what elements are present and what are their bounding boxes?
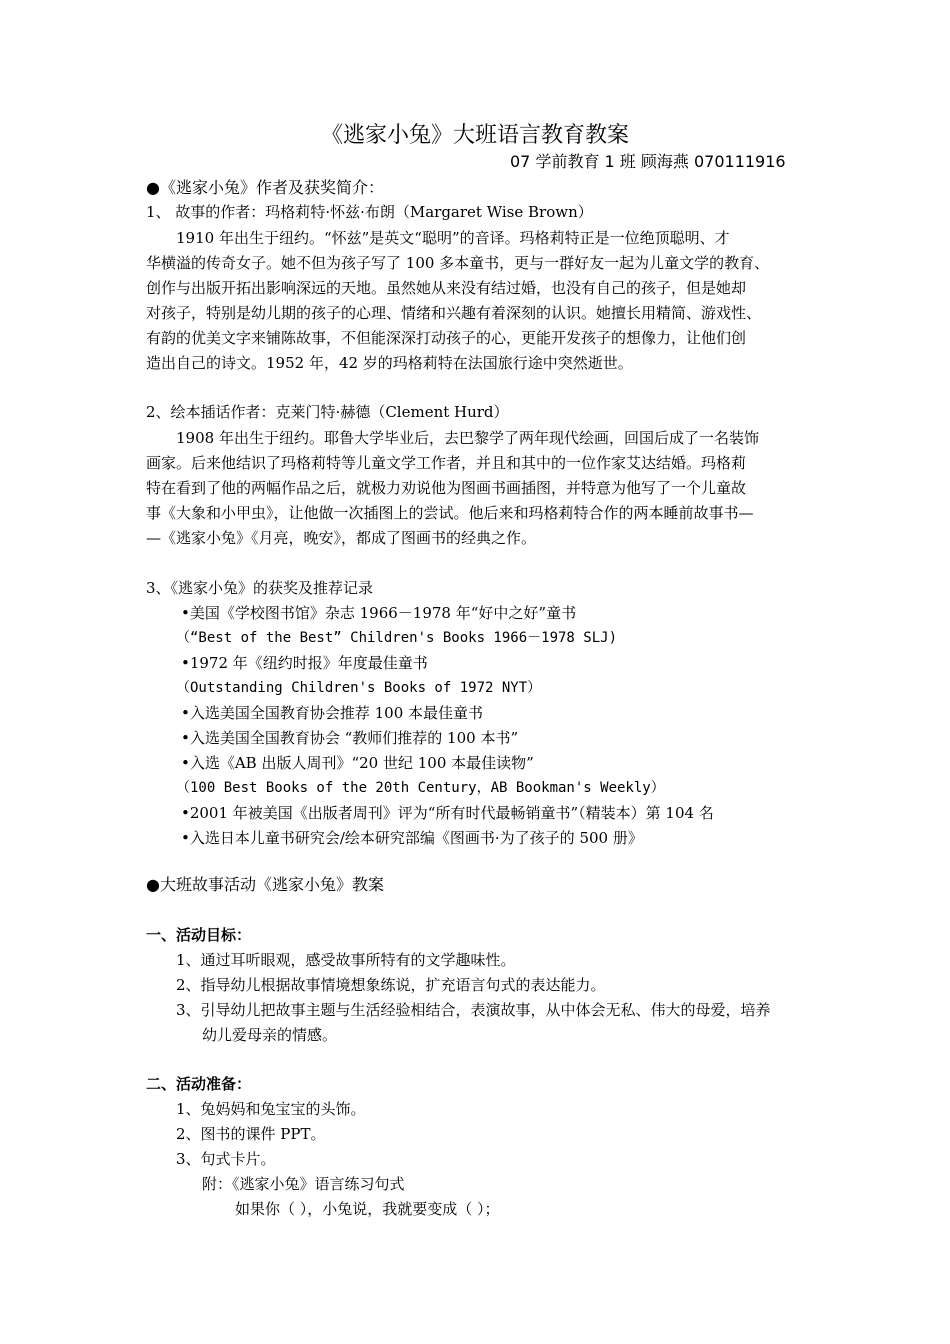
prep-heading: 二、活动准备：: [146, 1075, 252, 1093]
author-byline: 07 学前教育 1 班 顾海燕 070111916: [510, 152, 786, 171]
goal-item: 幼儿爱母亲的情感。: [202, 1026, 338, 1044]
document-title: 《逃家小兔》大班语言教育教案: [320, 123, 629, 148]
award-item: •2001 年被美国《出版者周刊》评为“所有时代最畅销童书”（精装本）第 104 名: [181, 804, 714, 822]
sentence-pattern: 如果你（ ），小兔说，我就要变成（ ）；: [235, 1200, 500, 1218]
award-item: •入选日本儿童书研究会/绘本研究部编《图画书·为了孩子的 500 册》: [181, 829, 643, 847]
author-bio-line: 有韵的优美文字来铺陈故事，不但能深深打动孩子的心，更能开发孩子的想像力，让他们创: [146, 329, 747, 347]
author-bio-line: 创作与出版开拓出影响深远的天地。虽然她从来没有结过婚，也没有自己的孩子，但是她却: [146, 279, 747, 297]
award-item: （Outstanding Children's Books of 1972 NYT）: [176, 680, 542, 696]
author-bio-line: 对孩子，特别是幼儿期的孩子的心理、情绪和兴趣有着深刻的认识。她擅长用精简、游戏性、: [146, 304, 762, 322]
awards-label: 3、《逃家小兔》的获奖及推荐记录: [146, 579, 374, 597]
award-item: •入选美国全国教育协会 “教师们推荐的 100 本书”: [181, 729, 519, 747]
author-bio-line: 1910 年出生于纽约。“怀兹”是英文“聪明”的音译。玛格莉特正是一位绝顶聪明、才: [176, 229, 730, 247]
prep-item: 1、兔妈妈和兔宝宝的头饰。: [176, 1100, 366, 1118]
award-item: •美国《学校图书馆》杂志 1966－1978 年“好中之好”童书: [181, 604, 577, 622]
award-item: （100 Best Books of the 20th Century，AB Bookman's Weekly）: [176, 780, 665, 796]
illustrator-label: 2、绘本插话作者：克莱门特·赫德（Clement Hurd）: [146, 403, 509, 421]
appendix-label: 附：《逃家小兔》语言练习句式: [202, 1175, 405, 1193]
goal-item: 1、通过耳听眼观，感受故事所特有的文学趣味性。: [176, 951, 516, 969]
author-label: 1、 故事的作者：玛格莉特·怀兹·布朗（Margaret Wise Brown）: [146, 203, 593, 221]
prep-item: 2、图书的课件 PPT。: [176, 1125, 326, 1143]
illustrator-bio-line: 画家。后来他结识了玛格莉特等儿童文学工作者，并且和其中的一位作家艾达结婚。玛格莉: [146, 454, 747, 472]
award-item: •1972 年《纽约时报》年度最佳童书: [181, 654, 428, 672]
goal-item: 2、指导幼儿根据故事情境想象练说，扩充语言句式的表达能力。: [176, 976, 606, 994]
award-item: •入选《AB 出版人周刊》“20 世纪 100 本最佳读物”: [181, 754, 534, 772]
prep-item: 3、句式卡片。: [176, 1150, 276, 1168]
goal-item: 3、引导幼儿把故事主题与生活经验相结合，表演故事，从中体会无私、伟大的母爱，培养: [176, 1001, 771, 1019]
illustrator-bio-line: —《逃家小兔》《月亮，晚安》，都成了图画书的经典之作。: [146, 529, 537, 547]
illustrator-bio-line: 特在看到了他的两幅作品之后，就极力劝说他为图画书画插图，并特意为他写了一个儿童故: [146, 479, 747, 497]
section-heading-intro: ●《逃家小兔》作者及获奖简介：: [146, 178, 384, 197]
goals-heading: 一、活动目标：: [146, 926, 252, 944]
author-bio-line: 华横溢的传奇女子。她不但为孩子写了 100 多本童书，更与一群好友一起为儿童文学的教育、: [146, 254, 770, 272]
author-bio-line: 造出自己的诗文。1952 年，42 岁的玛格莉特在法国旅行途中突然逝世。: [146, 354, 633, 372]
award-item: •入选美国全国教育协会推荐 100 本最佳童书: [181, 704, 484, 722]
award-item: （“Best of the Best” Children's Books 1966－1978 SLJ): [176, 630, 618, 646]
illustrator-bio-line: 1908 年出生于纽约。耶鲁大学毕业后，去巴黎学了两年现代绘画，回国后成了一名装饰: [176, 429, 759, 447]
section-heading-lesson: ●大班故事活动《逃家小兔》教案: [146, 875, 384, 894]
illustrator-bio-line: 事《大象和小甲虫》，让他做一次插图上的尝试。他后来和玛格莉特合作的两本睡前故事书—: [146, 504, 754, 522]
